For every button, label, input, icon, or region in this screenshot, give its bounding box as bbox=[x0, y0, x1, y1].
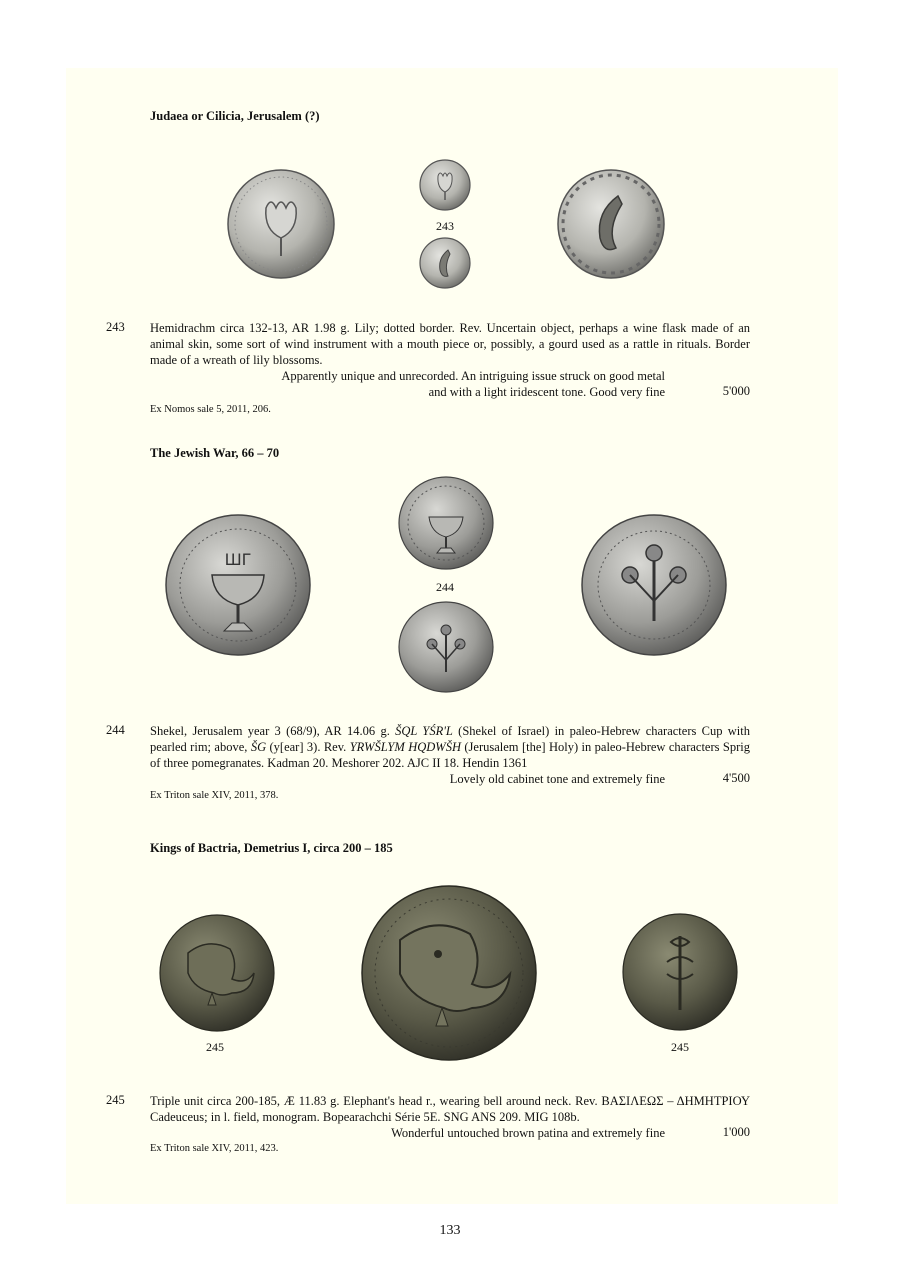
coin-label-245-left: 245 bbox=[206, 1040, 224, 1054]
lot-remark-244: Lovely old cabinet tone and extremely fine bbox=[449, 772, 665, 786]
coin-243-obverse-small bbox=[418, 158, 472, 212]
lot-provenance-245: Ex Triton sale XIV, 2011, 423. bbox=[150, 1143, 279, 1154]
section-title-bactria: Kings of Bactria, Demetrius I, circa 200 – 185 bbox=[150, 841, 393, 855]
lot-number-243: 243 bbox=[106, 320, 125, 334]
lot-remark-243-line2: and with a light iridescent tone. Good very fine bbox=[428, 385, 665, 399]
coin-244-reverse-small bbox=[397, 600, 495, 694]
lot-price-244: 4'500 bbox=[722, 771, 750, 785]
lot-remark-243-line1: Apparently unique and unrecorded. An intriguing issue struck on good metal bbox=[281, 369, 665, 383]
lot-number-244: 244 bbox=[106, 723, 125, 737]
coin-245-obverse-large bbox=[360, 884, 538, 1062]
lot-description-245: Triple unit circa 200-185, Æ 11.83 g. Elephant's head r., wearing bell around neck. Rev. ΒΑΣΙΛΕΩΣ – ΔΗΜΗΤΡΙΟΥ Cadeuceus; in l. field, monogram. Bopearachchi Série 5E. SNG ANS 209. MIG 108b. bbox=[150, 1094, 750, 1124]
lot-price-243: 5'000 bbox=[722, 384, 750, 398]
coin-label-243: 243 bbox=[436, 219, 454, 233]
lot-price-245: 1'000 bbox=[722, 1125, 750, 1139]
svg-text:ШГ: ШГ bbox=[224, 550, 252, 569]
section-title-judaea: Judaea or Cilicia, Jerusalem (?) bbox=[150, 109, 320, 123]
page-number: 133 bbox=[439, 1223, 461, 1238]
lot-description-244: Shekel, Jerusalem year 3 (68/9), AR 14.06 g. ŠQL YŚR'L (Shekel of Israel) in paleo-Hebrew characters Cup with pearled rim; above, ŠG (y[ear] 3). Rev. YRWŠLYM HQDWŠH (Jerusalem [the] Holy) in paleo-Hebrew characters Sprig of three pomegranates. Kadman 20. Meshorer 202. AJC II 18. Hendin 1361 bbox=[150, 724, 750, 770]
lot-remark-245: Wonderful untouched brown patina and extremely fine bbox=[391, 1126, 665, 1140]
coin-245-obverse-small bbox=[158, 913, 276, 1033]
lot-number-245: 245 bbox=[106, 1093, 125, 1107]
coin-244-obverse-small bbox=[397, 475, 495, 571]
coin-245-reverse bbox=[621, 912, 739, 1032]
coin-244-reverse-large bbox=[580, 513, 728, 657]
coin-243-reverse-large bbox=[556, 168, 666, 280]
coin-label-245-right: 245 bbox=[671, 1040, 689, 1054]
coin-243-reverse-small bbox=[418, 236, 472, 290]
lot-provenance-243: Ex Nomos sale 5, 2011, 206. bbox=[150, 404, 271, 415]
coin-244-obverse-large bbox=[164, 513, 312, 657]
coin-243-obverse-large bbox=[226, 168, 336, 280]
lot-description-243: Hemidrachm circa 132-13, AR 1.98 g. Lily; dotted border. Rev. Uncertain object, perhaps a wine flask made of an animal skin, some sort of wind instrument with a mouth piece or, possibly, a gourd used as a rattle in rituals. Border made of a wreath of lily blossoms. bbox=[150, 321, 750, 367]
section-title-jewish-war: The Jewish War, 66 – 70 bbox=[150, 446, 280, 460]
lot-provenance-244: Ex Triton sale XIV, 2011, 378. bbox=[150, 790, 279, 801]
coin-label-244: 244 bbox=[436, 580, 454, 594]
